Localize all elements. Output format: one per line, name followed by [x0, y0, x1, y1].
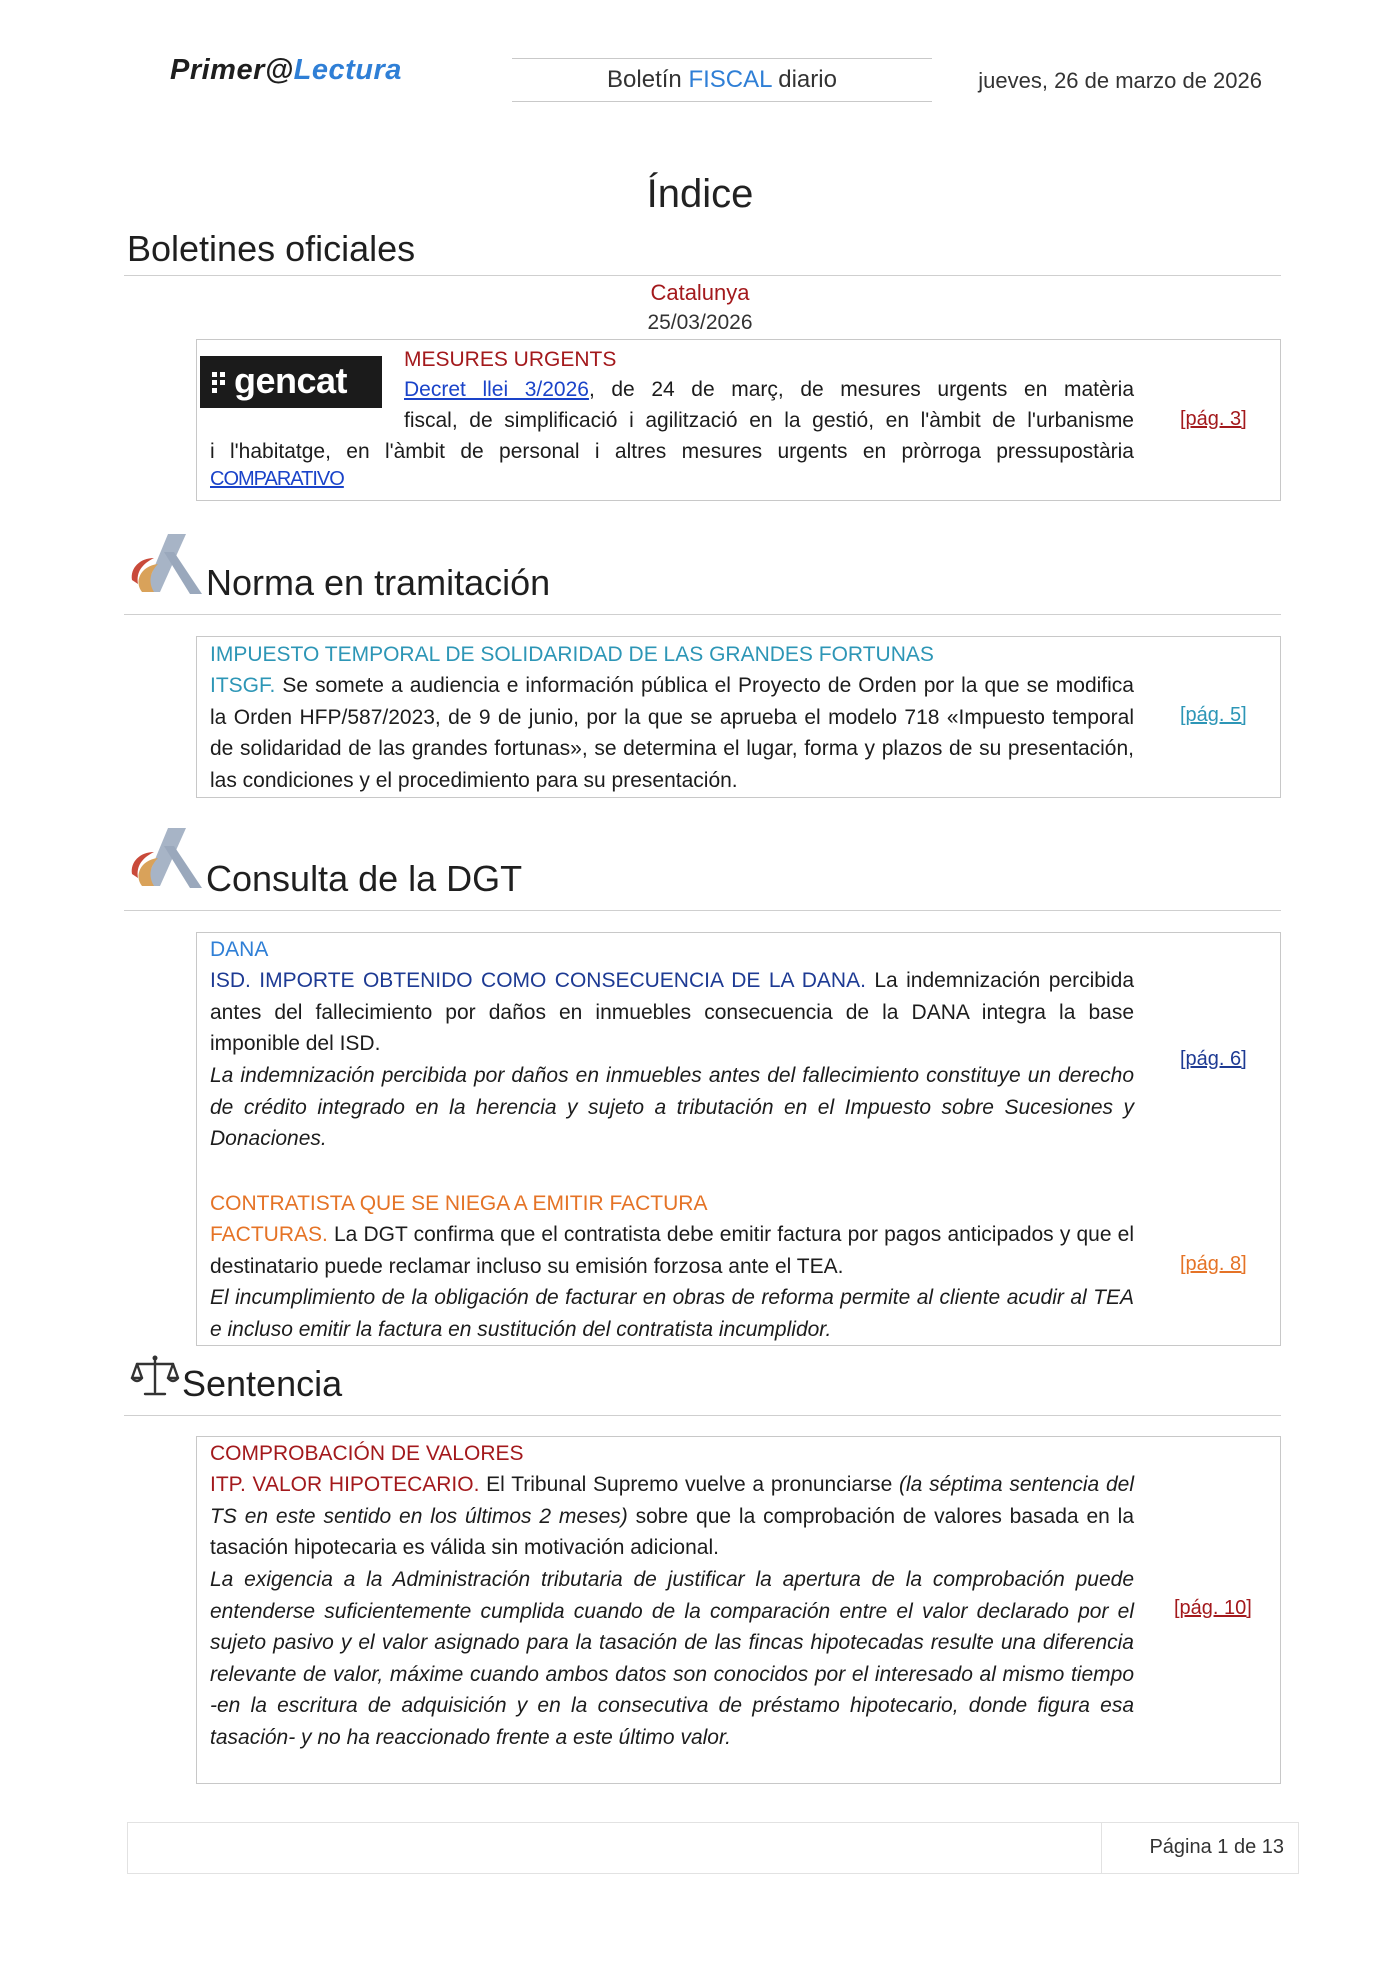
brand-logo: [170, 54, 402, 87]
bulletin-accent: FISCAL: [688, 66, 772, 93]
comparativo-link[interactable]: COMPARATIVO: [210, 468, 344, 490]
boletin-line2: fiscal, de simplificació i agilització en la gestió, en l'àmbit de l'urbanisme: [404, 409, 1134, 432]
footer-separator: [1101, 1823, 1102, 1873]
boletin-line3: i l'habitatge, en l'àmbit de personal i altres mesures urgents en pròrroga pressupostària: [210, 440, 1134, 463]
boletin-topic: MESURES URGENTS: [404, 348, 617, 371]
section-title-norma: Norma en tramitación: [206, 562, 551, 603]
index-title: Índice: [646, 172, 754, 216]
sentencia-text1: El Tribunal Supremo vuelve a pronunciarse: [479, 1473, 899, 1496]
boletin-line1: [404, 374, 1134, 406]
page-number: Página 1 de 13: [1149, 1836, 1284, 1858]
section-title-consulta: Consulta de la DGT: [206, 858, 523, 899]
norma-paragraph: [210, 670, 1134, 796]
scales-of-justice-icon: [130, 1352, 180, 1402]
consulta-dana-text: La indemnización percibida antes del fallecimiento por daños en inmuebles consecuencia de la DANA integra la base imponible del ISD.: [210, 969, 1134, 1055]
bulletin-date: 25/03/2026: [647, 311, 753, 334]
decret-link[interactable]: Decret llei 3/2026: [404, 378, 589, 401]
norma-topic: IMPUESTO TEMPORAL DE SOLIDARIDAD DE LAS GRANDES FORTUNAS: [210, 643, 934, 666]
section-divider: [124, 910, 1281, 911]
consulta-factura-text: La DGT confirma que el contratista debe emitir factura por pagos anticipados y que el destinatario puede reclamar incluso su emisión forzosa ante el TEA.: [210, 1223, 1134, 1278]
sentencia-summary: La exigencia a la Administración tributaria de justificar la apertura de la comprobación puede entenderse suficientemente cumplida cuando de la comparación entre el valor declarado por el sujeto pasivo y el valor asignado para la tasación de las fincas hipotecadas resulte una diferencia relevante de valor, máxime cuando ambos datos son conocidos por el interesado al mismo tiempo -en la escritura de adquisición y en la consecutiva de préstamo hipotecario, donde figura esa tasación- y no ha reaccionado frente a este último valor.: [210, 1568, 1134, 1749]
norma-lead: ITSGF.: [210, 674, 276, 697]
page-ref-6[interactable]: [pág. 6]: [1180, 1048, 1247, 1070]
sentencia-paragraph: [210, 1469, 1134, 1564]
norma-text: Se somete a audiencia e información pública el Proyecto de Orden por la que se modifica la Orden HFP/587/2023, de 9 de junio, por la que se aprueba el modelo 718 «Impuesto temporal de solidaridad de las grandes fortunas», se determina el lugar, forma y plazos de su presentación, las condiciones y el procedimiento para su presentación.: [210, 674, 1134, 792]
page-footer: [127, 1822, 1299, 1874]
page-ref-10[interactable]: [pág. 10]: [1174, 1597, 1252, 1619]
bulletin-prefix: Boletín: [607, 66, 689, 93]
brand-part1: Primer@: [170, 54, 294, 86]
aeat-logo-icon: [124, 528, 204, 598]
page-ref-5[interactable]: [pág. 5]: [1180, 704, 1247, 726]
sentencia-topic: COMPROBACIÓN DE VALORES: [210, 1442, 524, 1465]
consulta-factura-paragraph: [210, 1219, 1134, 1282]
header-date: jueves, 26 de marzo de 2026: [978, 68, 1262, 93]
aeat-logo-icon: [124, 822, 204, 892]
consulta-dana-topic: DANA: [210, 938, 269, 961]
boletin-line1-rest: , de 24 de març, de mesures urgents en matèria: [588, 378, 1134, 401]
consulta-factura-summary: El incumplimiento de la obligación de facturar en obras de reforma permite al cliente acudir al TEA e incluso emitir la factura en sustitución del contratista incumplidor.: [210, 1286, 1134, 1341]
bulletin-title: [512, 58, 932, 102]
gencat-dots-icon: [212, 372, 234, 392]
sentencia-lead: ITP. VALOR HIPOTECARIO.: [210, 1473, 480, 1496]
consulta-dana-paragraph: [210, 965, 1134, 1060]
page-ref-8[interactable]: [pág. 8]: [1180, 1253, 1247, 1275]
page-ref-3[interactable]: [pág. 3]: [1180, 408, 1247, 430]
section-divider: [124, 1415, 1281, 1416]
section-title-sentencia: Sentencia: [182, 1363, 343, 1404]
sentencia-text-italic: (la séptima sentencia del TS en este sentido en los últimos 2 meses): [210, 1473, 1135, 1528]
consulta-factura-topic: CONTRATISTA QUE SE NIEGA A EMITIR FACTURA: [210, 1192, 708, 1215]
brand-part2: Lectura: [293, 54, 402, 86]
section-divider: [124, 275, 1281, 276]
bulletin-suffix: diario: [771, 66, 837, 93]
sentencia-text2: sobre que la comprobación de valores basada en la tasación hipotecaria es válida sin motivación adicional.: [210, 1504, 1135, 1559]
gencat-logo: [200, 356, 382, 408]
region-label: Catalunya: [650, 280, 750, 305]
section-title-boletines: Boletines oficiales: [127, 228, 416, 269]
section-divider: [124, 614, 1281, 615]
consulta-dana-summary: La indemnización percibida por daños en inmuebles antes del fallecimiento constituye un derecho de crédito integrado en la herencia y sujeto a tributación en el Impuesto sobre Sucesiones y Donaciones.: [210, 1064, 1134, 1150]
gencat-logo-text: gencat: [234, 360, 348, 401]
consulta-dana-lead: ISD. IMPORTE OBTENIDO COMO CONSECUENCIA DE LA DANA.: [210, 969, 866, 992]
consulta-factura-lead: FACTURAS.: [210, 1223, 328, 1246]
